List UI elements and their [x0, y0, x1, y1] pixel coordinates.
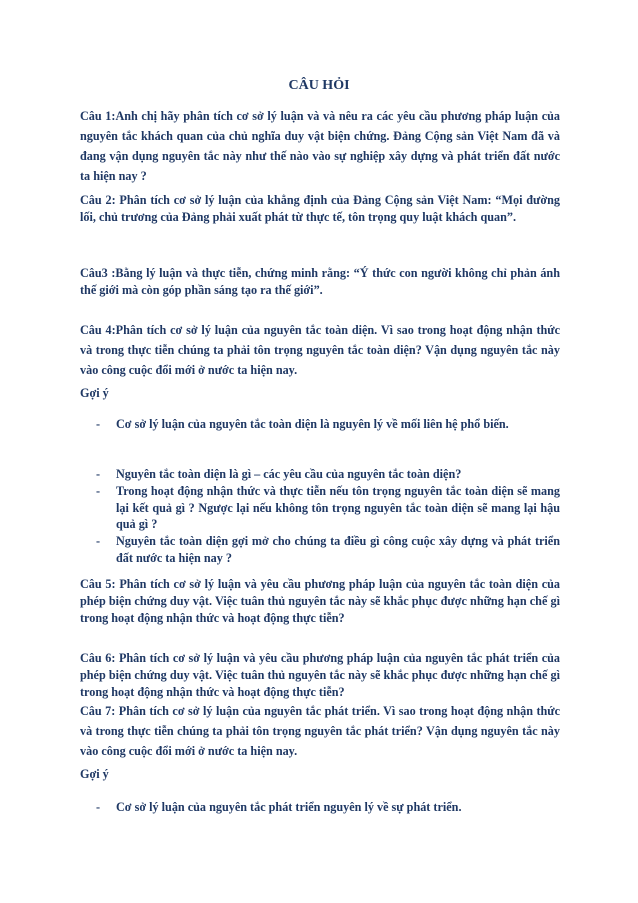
list-item — [96, 483, 560, 533]
bullet-dash: - — [96, 534, 101, 548]
bullet-dash: - — [96, 467, 101, 481]
hint-label: Gợi ý — [80, 386, 109, 400]
page-title: CÂU HỎI — [288, 78, 350, 93]
hint-text: Nguyên tắc toàn diện gợi mở cho chúng ta điều gì công cuộc xây dựng và phát triển đất nước ta hiện nay ? — [116, 534, 560, 565]
bullet-dash: - — [96, 800, 101, 814]
question-4: Câu 4:Phân tích cơ sở lý luận của nguyên tắc toàn diện. Vì sao trong hoạt động nhận thức và trong thực tiễn chúng ta phải tôn trọng nguyên tắc toàn diện? Vận dụng nguyên tắc này vào công cuộc đổi mới ở nước ta hiện nay. — [80, 323, 560, 377]
question-7: Câu 7: Phân tích cơ sở lý luận của nguyên tắc phát triển. Vì sao trong hoạt động nhận thức và trong thực tiễn chúng ta phải tôn trọng nguyên tắc phát triển? Vận dụng nguyên tắc này vào công cuộc đổi mới ở nước ta hiện nay. — [80, 704, 560, 758]
list-item — [96, 416, 560, 433]
list-item — [96, 533, 560, 566]
question-6: Câu 6: Phân tích cơ sở lý luận và yêu cầu phương pháp luận của nguyên tắc phát triển của phép biện chứng duy vật. Việc tuân thủ nguyên tắc này sẽ khắc phục được những hạn chế gì trong hoạt động nhận thức và hoạt động thực tiễn? — [80, 651, 560, 699]
question-1: Câu 1:Anh chị hãy phân tích cơ sở lý luận và và nêu ra các yêu cầu phương pháp luận của nguyên tắc khách quan của chủ nghĩa duy vật biện chứng. Đảng Cộng sản Việt Nam đã và đang vận dụng nguyên tắc này như thế nào vào sự nghiệp xây dựng và phát triển đất nước ta hiện nay ? — [80, 109, 560, 183]
hint-text: Cơ sở lý luận của nguyên tắc phát triển nguyên lý về sự phát triển. — [116, 800, 462, 814]
question-5: Câu 5: Phân tích cơ sở lý luận và yêu cầu phương pháp luận của nguyên tắc toàn diện của phép biện chứng duy vật. Việc tuân thủ nguyên tắc này sẽ khắc phục được những hạn chế gì trong hoạt động nhận thức và hoạt động thực tiễn? — [80, 577, 560, 625]
hint-text: Nguyên tắc toàn diện là gì – các yêu cầu của nguyên tắc toàn diện? — [116, 467, 462, 481]
question-3: Câu3 :Bằng lý luận và thực tiễn, chứng minh rằng: “Ý thức con người không chỉ phản ánh thế giới mà còn góp phần sáng tạo ra thế giới”. — [80, 266, 560, 297]
question-2: Câu 2: Phân tích cơ sở lý luận của khẳng định của Đảng Cộng sản Việt Nam: “Mọi đường lối, chủ trương của Đảng phải xuất phát từ thực tế, tôn trọng quy luật khách quan”. — [80, 193, 560, 224]
list-item — [96, 466, 560, 483]
bullet-dash: - — [96, 417, 101, 431]
list-item — [96, 799, 560, 816]
bullet-dash: - — [96, 484, 101, 498]
hint-label: Gợi ý — [80, 767, 109, 781]
hint-text: Trong hoạt động nhận thức và thực tiễn nếu tôn trọng nguyên tắc toàn diện sẽ mang lại kết quả gì ? Ngược lại nếu không tôn trọng nguyên tắc toàn diện sẽ mang lại hậu quả gì ? — [116, 484, 560, 531]
hint-text: Cơ sở lý luận của nguyên tắc toàn diện là nguyên lý về mối liên hệ phổ biến. — [116, 417, 509, 431]
